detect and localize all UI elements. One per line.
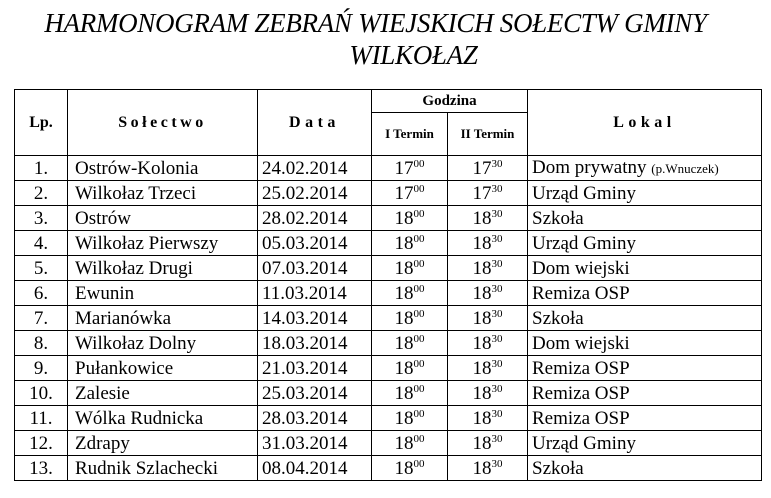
time-hour: 17 [472,182,492,204]
time-hour: 18 [394,457,414,479]
time-minutes: 00 [413,432,425,445]
cell-lokal [528,156,762,181]
cell-data: 11.03.2014 [258,281,372,306]
cell-solectwo: Ostrów-Kolonia [68,156,258,181]
lokal-name: Remiza OSP [532,407,630,429]
cell-lp: 12. [15,431,68,456]
time-minutes: 00 [413,182,425,195]
cell-lp: 9. [15,356,68,381]
cell-lp: 4. [15,231,68,256]
time-minutes: 30 [491,232,503,245]
time-minutes: 30 [491,282,503,295]
table-row [15,156,762,181]
time-minutes: 00 [413,307,425,320]
table-row [15,306,762,331]
header-termin-2: II Termin [448,113,528,156]
cell-solectwo: Ostrów [68,206,258,231]
cell-termin-1 [372,281,448,306]
header-lp: Lp. [15,90,68,156]
cell-termin-1 [372,406,448,431]
cell-termin-2 [448,231,528,256]
cell-termin-2 [448,431,528,456]
header-data: Data [258,90,372,156]
cell-termin-1 [372,456,448,481]
time-minutes: 30 [491,332,503,345]
document-title: HARMONOGRAM ZEBRAŃ WIEJSKICH SOŁECTW GMINY [44,8,707,38]
time-hour: 18 [472,282,492,304]
time-minutes: 00 [413,407,425,420]
lokal-name: Remiza OSP [532,357,630,379]
cell-termin-1 [372,231,448,256]
cell-lp: 1. [15,156,68,181]
time-minutes: 00 [413,207,425,220]
time-minutes: 00 [413,457,425,470]
cell-termin-2 [448,306,528,331]
cell-lokal [528,181,762,206]
time-hour: 18 [394,257,414,279]
cell-termin-1 [372,356,448,381]
cell-termin-2 [448,156,528,181]
cell-lokal [528,256,762,281]
cell-termin-2 [448,281,528,306]
lokal-name: Szkoła [532,307,584,329]
cell-lokal [528,331,762,356]
table-row [15,431,762,456]
lokal-name: Szkoła [532,207,584,229]
time-minutes: 00 [413,382,425,395]
cell-data: 07.03.2014 [258,256,372,281]
time-hour: 18 [472,332,492,354]
time-hour: 17 [472,157,492,179]
time-minutes: 30 [491,382,503,395]
header-solectwo: Sołectwo [68,90,258,156]
time-minutes: 30 [491,432,503,445]
cell-solectwo: Ewunin [68,281,258,306]
lokal-name: Dom wiejski [532,332,630,354]
cell-lp: 10. [15,381,68,406]
cell-lp: 6. [15,281,68,306]
table-row [15,231,762,256]
cell-lp: 2. [15,181,68,206]
time-hour: 18 [394,382,414,404]
time-hour: 18 [472,257,492,279]
time-minutes: 00 [413,282,425,295]
cell-termin-2 [448,181,528,206]
cell-data: 21.03.2014 [258,356,372,381]
cell-data: 05.03.2014 [258,231,372,256]
cell-lokal [528,381,762,406]
cell-lokal [528,356,762,381]
schedule-table [14,89,762,481]
time-hour: 18 [394,282,414,304]
lokal-name: Dom prywatny [532,157,647,178]
table-row [15,281,762,306]
cell-lokal [528,431,762,456]
table-row [15,356,762,381]
time-minutes: 30 [491,357,503,370]
cell-termin-1 [372,206,448,231]
header-lokal: Lokal [528,90,762,156]
cell-data: 24.02.2014 [258,156,372,181]
time-hour: 18 [472,357,492,379]
cell-lp: 7. [15,306,68,331]
time-minutes: 00 [413,332,425,345]
time-minutes: 30 [491,407,503,420]
cell-data: 25.03.2014 [258,381,372,406]
cell-solectwo: Zalesie [68,381,258,406]
time-minutes: 30 [491,457,503,470]
cell-termin-1 [372,431,448,456]
schedule-rows [15,156,762,481]
cell-solectwo: Wilkołaz Trzeci [68,181,258,206]
lokal-name: Urząd Gminy [532,182,636,204]
time-hour: 18 [472,457,492,479]
time-hour: 18 [472,432,492,454]
time-hour: 18 [394,232,414,254]
lokal-name: Dom wiejski [532,257,630,279]
table-row [15,181,762,206]
cell-termin-2 [448,356,528,381]
cell-solectwo: Rudnik Szlachecki [68,456,258,481]
cell-termin-1 [372,256,448,281]
header-termin-1: I Termin [372,113,448,156]
cell-data: 08.04.2014 [258,456,372,481]
document-title-line2: WILKOŁAZ [349,40,478,70]
lokal-note: (p.Wnuczek) [651,161,719,176]
time-hour: 18 [394,332,414,354]
time-hour: 18 [472,232,492,254]
cell-lp: 5. [15,256,68,281]
cell-data: 31.03.2014 [258,431,372,456]
cell-termin-2 [448,406,528,431]
cell-termin-2 [448,331,528,356]
table-row [15,331,762,356]
cell-solectwo: Wilkołaz Pierwszy [68,231,258,256]
cell-termin-1 [372,331,448,356]
time-minutes: 00 [413,257,425,270]
cell-lokal [528,456,762,481]
time-minutes: 00 [413,157,425,170]
time-minutes: 30 [491,182,503,195]
cell-lokal [528,406,762,431]
time-hour: 18 [394,307,414,329]
time-hour: 18 [394,207,414,229]
cell-data: 28.02.2014 [258,206,372,231]
cell-termin-1 [372,181,448,206]
table-row [15,456,762,481]
time-minutes: 00 [413,357,425,370]
cell-termin-1 [372,381,448,406]
cell-data: 25.02.2014 [258,181,372,206]
time-hour: 18 [394,432,414,454]
cell-termin-2 [448,206,528,231]
time-minutes: 00 [413,232,425,245]
cell-solectwo: Marianówka [68,306,258,331]
time-hour: 18 [472,207,492,229]
table-row [15,206,762,231]
time-hour: 17 [394,157,414,179]
lokal-name: Urząd Gminy [532,232,636,254]
cell-data: 28.03.2014 [258,406,372,431]
cell-solectwo: Zdrapy [68,431,258,456]
cell-lokal [528,306,762,331]
lokal-name: Remiza OSP [532,382,630,404]
lokal-name: Szkoła [532,457,584,479]
time-hour: 18 [472,407,492,429]
time-hour: 18 [394,407,414,429]
cell-lp: 13. [15,456,68,481]
cell-data: 18.03.2014 [258,331,372,356]
time-hour: 18 [472,382,492,404]
table-row [15,406,762,431]
time-minutes: 30 [491,157,503,170]
header-godzina: Godzina [372,90,528,113]
cell-termin-2 [448,456,528,481]
table-row [15,256,762,281]
cell-solectwo: Wilkołaz Dolny [68,331,258,356]
cell-lokal [528,206,762,231]
time-hour: 18 [394,357,414,379]
time-hour: 18 [472,307,492,329]
time-minutes: 30 [491,307,503,320]
cell-solectwo: Pułankowice [68,356,258,381]
time-minutes: 30 [491,207,503,220]
time-hour: 17 [394,182,414,204]
table-row [15,381,762,406]
cell-termin-1 [372,156,448,181]
lokal-name: Remiza OSP [532,282,630,304]
cell-solectwo: Wilkołaz Drugi [68,256,258,281]
cell-termin-2 [448,256,528,281]
cell-lp: 11. [15,406,68,431]
cell-lokal [528,281,762,306]
time-minutes: 30 [491,257,503,270]
lokal-name: Urząd Gminy [532,432,636,454]
cell-termin-2 [448,381,528,406]
cell-lokal [528,231,762,256]
cell-lp: 3. [15,206,68,231]
cell-lp: 8. [15,331,68,356]
cell-solectwo: Wólka Rudnicka [68,406,258,431]
cell-termin-1 [372,306,448,331]
cell-data: 14.03.2014 [258,306,372,331]
